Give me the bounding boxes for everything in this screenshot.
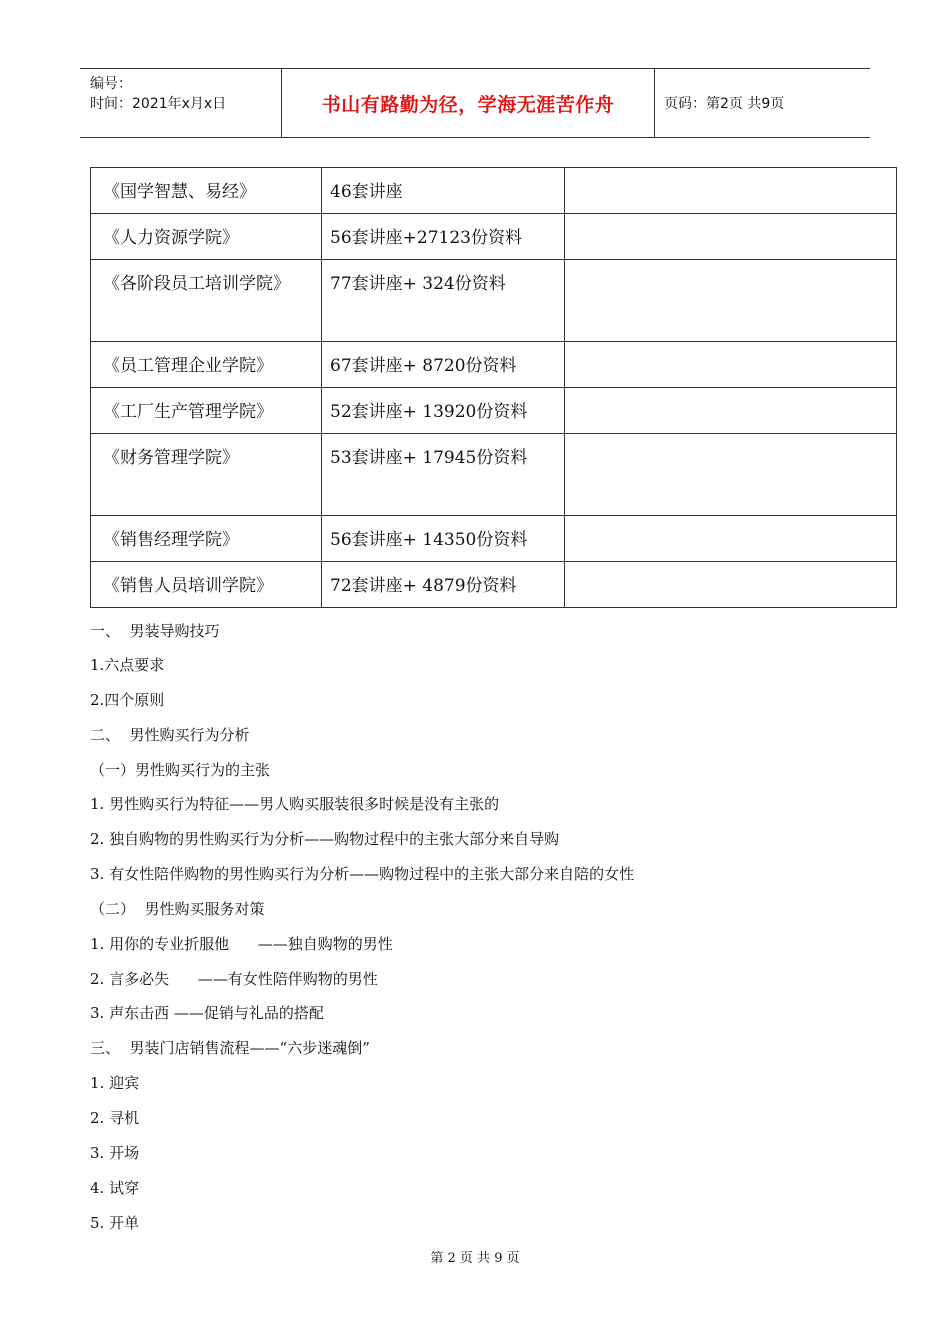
table-cell-extra — [565, 168, 897, 214]
body-line: 2. 独自购物的男性购买行为分析——购物过程中的主张大部分来自导购 — [90, 830, 560, 848]
table-cell-extra — [565, 388, 897, 434]
table-cell-name: 《人力资源学院》 — [91, 214, 322, 260]
section-heading: 三、 男装门店销售流程——“六步迷魂倒” — [90, 1039, 370, 1057]
section-heading: 一、 男装导购技巧 — [90, 622, 220, 640]
body-line: 1. 用你的专业折服他 ——独自购物的男性 — [90, 935, 393, 953]
body-line: 2. 言多必失 ——有女性陪伴购物的男性 — [90, 970, 378, 988]
table-cell-extra — [565, 562, 897, 608]
table-row — [91, 168, 897, 214]
body-line: 3. 有女性陪伴购物的男性购买行为分析——购物过程中的主张大部分来自陪的女性 — [90, 865, 635, 883]
table-cell-content: 67套讲座+ 8720份资料 — [322, 342, 565, 388]
table-cell-content: 46套讲座 — [322, 168, 565, 214]
table-cell-extra — [565, 214, 897, 260]
header-meta-cell — [80, 69, 282, 137]
table-row — [91, 342, 897, 388]
table-row — [91, 434, 897, 516]
body-line: 1. 男性购买行为特征——男人购买服装很多时候是没有主张的 — [90, 795, 500, 813]
section-heading: 二、 男性购买行为分析 — [90, 726, 250, 744]
table-row — [91, 388, 897, 434]
body-line: 4. 试穿 — [90, 1179, 140, 1197]
table-cell-name: 《各阶段员工培训学院》 — [91, 260, 322, 342]
table-cell-name: 《销售人员培训学院》 — [91, 562, 322, 608]
body-line: 2.四个原则 — [90, 691, 165, 709]
subsection-heading: （一）男性购买行为的主张 — [90, 761, 271, 779]
body-line: 5. 开单 — [90, 1214, 140, 1232]
table-cell-content: 52套讲座+ 13920份资料 — [322, 388, 565, 434]
table-cell-name: 《财务管理学院》 — [91, 434, 322, 516]
table-cell-content: 56套讲座+27123份资料 — [322, 214, 565, 260]
table-cell-name: 《国学智慧、易经》 — [91, 168, 322, 214]
table-row — [91, 214, 897, 260]
table-cell-name: 《销售经理学院》 — [91, 516, 322, 562]
body-line: 3. 开场 — [90, 1144, 140, 1162]
page-footer: 第 2 页 共 9 页 — [430, 1251, 520, 1266]
table-row — [91, 562, 897, 608]
table-cell-content: 77套讲座+ 324份资料 — [322, 260, 565, 342]
table-row — [91, 516, 897, 562]
document-number-label: 编号： — [90, 76, 132, 92]
table-cell-content: 53套讲座+ 17945份资料 — [322, 434, 565, 516]
header-page-info: 页码：第2页 共9页 — [664, 96, 785, 112]
table-cell-extra — [565, 434, 897, 516]
body-line: 3. 声东击西 ——促销与礼品的搭配 — [90, 1004, 324, 1022]
body-line: 1.六点要求 — [90, 656, 165, 674]
course-table — [90, 167, 897, 608]
header-motto: 书山有路勤为径，学海无涯苦作舟 — [282, 69, 655, 137]
table-cell-extra — [565, 516, 897, 562]
body-line: 2. 寻机 — [90, 1109, 140, 1127]
table-cell-name: 《员工管理企业学院》 — [91, 342, 322, 388]
table-row — [91, 260, 897, 342]
table-cell-extra — [565, 260, 897, 342]
document-date-label: 时间：2021年x月x日 — [90, 96, 227, 112]
table-cell-extra — [565, 342, 897, 388]
table-cell-content: 56套讲座+ 14350份资料 — [322, 516, 565, 562]
subsection-heading: （二） 男性购买服务对策 — [90, 900, 265, 918]
table-cell-content: 72套讲座+ 4879份资料 — [322, 562, 565, 608]
body-line: 1. 迎宾 — [90, 1074, 140, 1092]
table-cell-name: 《工厂生产管理学院》 — [91, 388, 322, 434]
page-header — [80, 68, 870, 138]
